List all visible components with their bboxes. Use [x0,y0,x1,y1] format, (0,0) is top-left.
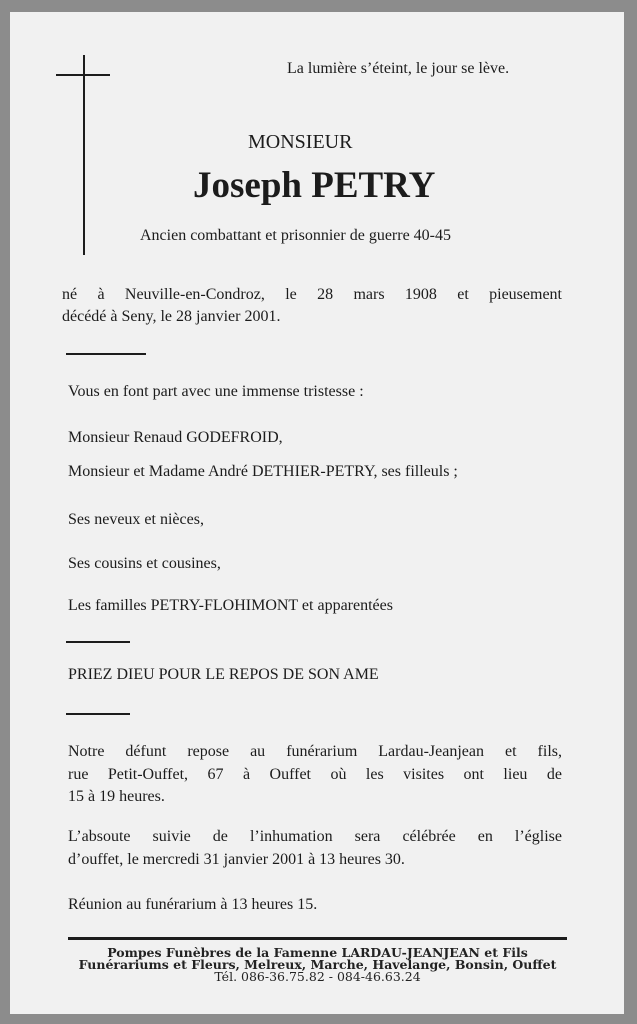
ceremony-line: d’ouffet, le mercredi 31 janvier 2001 à 13 heures 30. [68,851,405,868]
footer-company: Pompes Funèbres de la Famenne LARDAU-JEANJEAN et Fils [107,945,528,960]
birth-line: né à Neuville-en-Condroz, le 28 mars 1908 et pieusement [62,286,562,303]
death-line: décédé à Seny, le 28 janvier 2001. [62,308,281,325]
divider [66,641,130,643]
family-member: Monsieur Renaud GODEFROID, [68,429,283,446]
family-member: Monsieur et Madame André DETHIER-PETRY, ses filleuls ; [68,463,458,480]
subtitle: Ancien combattant et prisonnier de guerre 40-45 [140,227,451,244]
footer-phone: Tél. 086-36.75.82 - 084-46.63.24 [214,969,421,984]
divider [66,713,130,715]
deceased-name: Joseph PETRY [193,165,436,206]
meeting: Réunion au funérarium à 13 heures 15. [68,896,318,913]
cross-icon [83,55,85,255]
announcement: Vous en font part avec une immense tristesse : [68,383,364,400]
footer-rule [68,937,567,940]
prayer: PRIEZ DIEU POUR LE REPOS DE SON AME [68,666,379,683]
visitation-line: 15 à 19 heures. [68,788,165,805]
footer-locations: Funérariums et Fleurs, Melreux, Marche, Havelange, Bonsin, Ouffet [78,957,557,972]
family-member: Ses cousins et cousines, [68,555,221,572]
visitation-line: rue Petit-Ouffet, 67 à Ouffet où les visites ont lieu de [68,766,562,783]
divider [66,353,146,355]
family-member: Ses neveux et nièces, [68,511,204,528]
title: MONSIEUR [248,131,353,153]
visitation-line: Notre défunt repose au funérarium Lardau-Jeanjean et fils, [68,743,562,760]
family-member: Les familles PETRY-FLOHIMONT et apparentées [68,597,393,614]
cross-icon-bar [56,74,110,76]
epigraph: La lumière s’éteint, le jour se lève. [287,60,510,77]
ceremony-line: L’absoute suivie de l’inhumation sera célébrée en l’église [68,828,562,845]
